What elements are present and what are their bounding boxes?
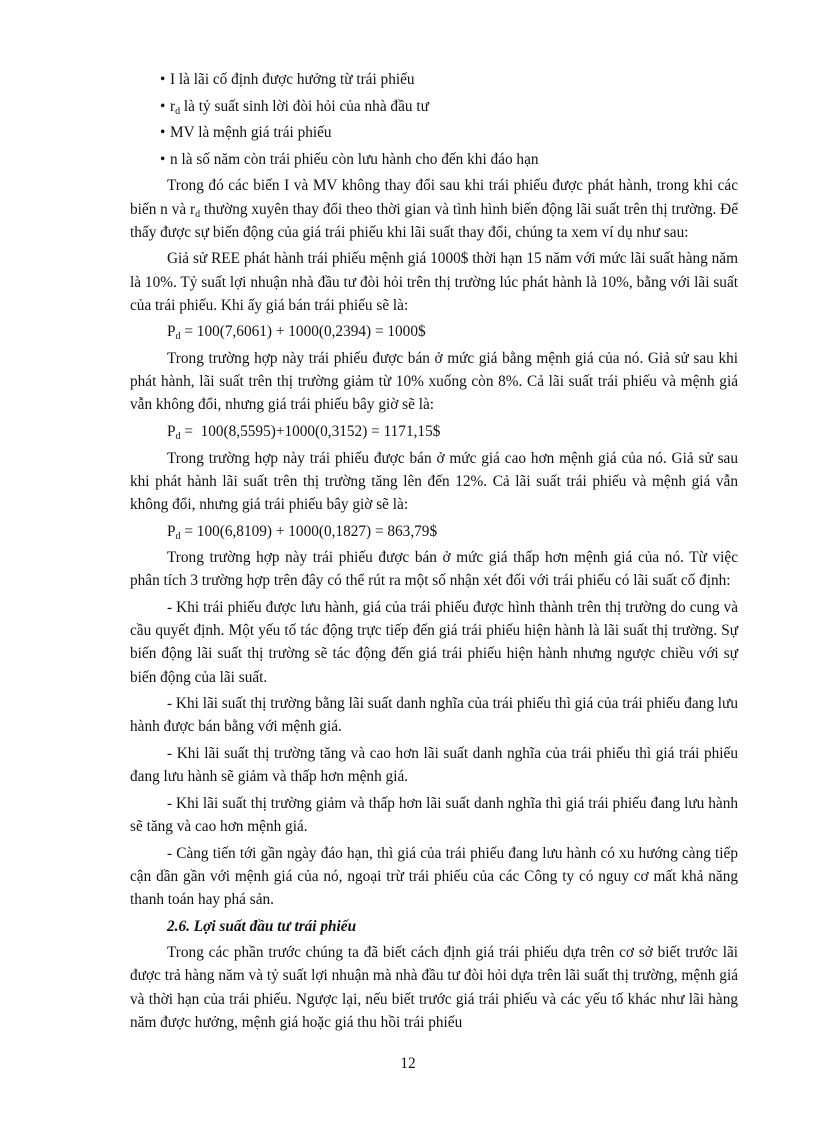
text-column (130, 68, 738, 1037)
paragraph-variables: Trong đó các biến I và MV không thay đổi sau khi trái phiếu được phát hành, trong khi các biến n và $r_d$ thường xuyên thay đổi theo thời gian và tình hình biến động lãi suất trên thị trường. Để thấy được sự biến động của giá trái phiếu khi lãi suất thay đổi, chúng ta xem ví dụ như sau: (130, 177, 738, 241)
paragraph-case-par: Trong trường hợp này trái phiếu được bán ở mức giá bằng mệnh giá của nó. Giả sử sau khi phát hành, lãi suất trên thị trường giảm từ 10% xuống còn 8%. Cả lãi suất trái phiếu và mệnh giá vẫn không đổi, nhưng giá trái phiếu bây giờ sẽ là: (130, 349, 738, 414)
remark-item: - Càng tiến tới gần ngày đáo hạn, thì giá của trái phiếu đang lưu hành có xu hướng càng tiếp cận dần gần với mệnh giá của nó, ngoại trừ trái phiếu của các Công ty có nguy cơ mất khả năng thanh toán hay phá sản. (130, 844, 738, 908)
remark-item: - Khi lãi suất thị trường giảm và thấp hơn lãi suất danh nghĩa thì giá trái phiếu đang lưu hành sẽ tăng và cao hơn mệnh giá. (130, 794, 738, 835)
paragraph-section: Trong các phần trước chúng ta đã biết cách định giá trái phiếu dựa trên cơ sở biết trước lãi được trả hàng năm và tỷ suất lợi nhuận mà nhà đầu tư đòi hỏi dựa trên lãi suất thị trường, mệnh giá và thời hạn của trái phiếu. Ngược lại, nếu biết trước giá trái phiếu và các yếu tố khác như lãi hàng năm được hưởng, mệnh giá hoặc giá thu hồi trái phiếu (130, 944, 738, 1031)
remark-item: - Khi trái phiếu được lưu hành, giá của trái phiếu được hình thành trên thị trường do cung và cầu quyết định. Một yếu tố tác động trực tiếp đến giá trái phiếu hiện hành là lãi suất thị trường. Sự biến động lãi suất thị trường sẽ tác động đến giá trái phiếu hiện hành nhưng ngược chiều với sự biến động của lãi suất. (130, 598, 738, 686)
remark-item: - Khi lãi suất thị trường tăng và cao hơn lãi suất danh nghĩa của trái phiếu thì giá trái phiếu đang lưu hành sẽ giảm và thấp hơn mệnh giá. (130, 744, 738, 786)
formula-discount: $P_d = 100(6,8109) + 1000(0,1827)$ = 863,79$ (167, 522, 438, 542)
paragraph-case-discount: Trong trường hợp này trái phiếu được bán ở mức giá thấp hơn mệnh giá của nó. Từ việc phân tích 3 trường hợp trên đây có thể rút ra một số nhận xét đối với trái phiếu có lãi suất cố định: (130, 549, 738, 590)
formula-par: $P_d = 100(7,6061) + 1000(0,2394)$ = 1000$ (167, 323, 426, 343)
remark-item: - Khi lãi suất thị trường bằng lãi suất danh nghĩa của trái phiếu thì giá của trái phiếu đang lưu hành được bán bằng với mệnh giá. (130, 695, 738, 736)
page-number: 12 (400, 1055, 416, 1072)
section-heading: 2.6. Lợi suất đầu tư trái phiếu (167, 917, 357, 935)
bullet-item: • MV là mệnh giá trái phiếu (160, 124, 332, 142)
paragraph-example: Giả sử REE phát hành trái phiếu mệnh giá 1000$ thời hạn 15 năm với mức lãi suất hàng năm là 10%. Tỷ suất lợi nhuận nhà đầu tư đòi hỏi trên thị trường lúc phát hành là 10%, bằng với lãi suất của trái phiếu. Khi ấy giá bán trái phiếu sẽ là: (130, 250, 738, 314)
bullet-item: • $r_d$ là tỷ suất sinh lời đòi hỏi của nhà đầu tư (160, 97, 429, 117)
formula-premium: $P_d = 100(8,5595)+1000(0,3152)$ = 1171,15$ (167, 422, 441, 442)
bullet-item: • I là lãi cố định được hưởng từ trái phiếu (160, 71, 415, 88)
bullet-item: • n là số năm còn trái phiếu còn lưu hành cho đến khi đáo hạn (160, 150, 539, 168)
paragraph-case-premium: Trong trường hợp này trái phiếu được bán ở mức giá cao hơn mệnh giá của nó. Giả sử sau khi phát hành lãi suất trên thị trường tăng lên đến 12%. Cả lãi suất trái phiếu và mệnh giá vẫn không đổi, nhưng giá trái phiếu bây giờ sẽ là: (130, 449, 738, 513)
